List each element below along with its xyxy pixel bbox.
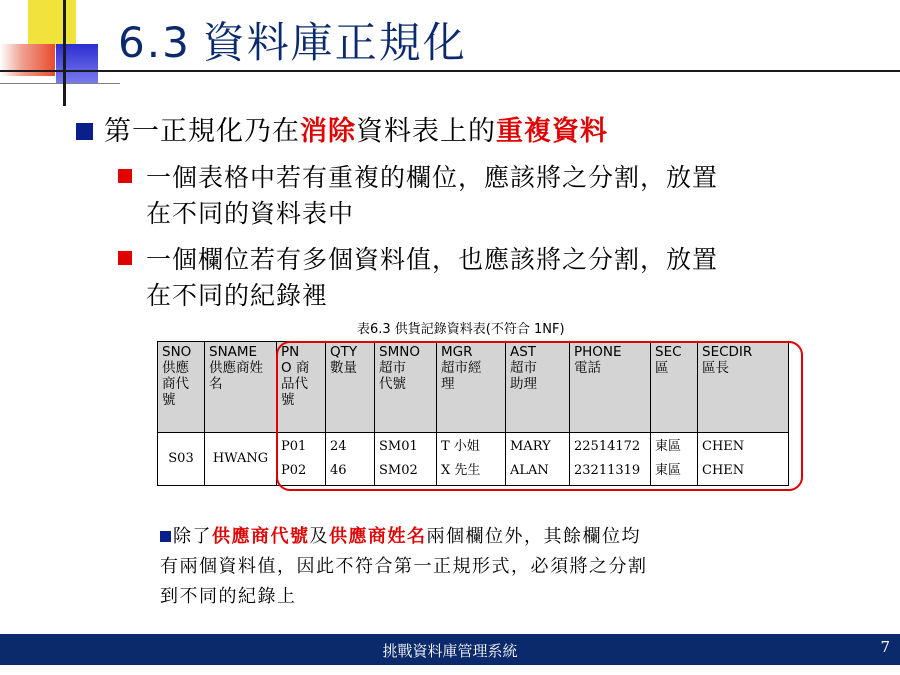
decor-vertical-line: [63, 0, 66, 106]
explanation-note: [160, 522, 800, 612]
cell-phone: 22514172 23211319: [570, 433, 651, 486]
sub-bullet-square-icon: [118, 169, 132, 183]
header-cell-qty: QTY 數量: [326, 342, 375, 433]
cell-sec: 東區 東區: [651, 433, 698, 486]
bullet-main-emphasis-2: 重複資料: [496, 116, 608, 147]
table-header-row: [158, 342, 789, 433]
page-number: 7: [880, 638, 890, 656]
table-caption: 表6.3 供貨記錄資料表(不符合 1NF): [357, 322, 565, 337]
header-cell-sno: SNO 供應 商代 號: [158, 342, 205, 433]
sub-bullet-2: [118, 242, 846, 314]
table-row: [158, 433, 789, 486]
cell-mgr: T 小姐 X 先生: [437, 433, 506, 486]
sub-bullet-1-line-1: 一個表格中若有重複的欄位，應該將之分割，放置: [146, 163, 719, 192]
note-square-icon: [160, 531, 171, 542]
bullet-main-emphasis-1: 消除: [300, 116, 356, 147]
bullet-main-text: 第一正規化乃在: [104, 116, 300, 147]
title-number: 6.3: [118, 18, 191, 67]
cell-sname: HWANG: [205, 433, 277, 486]
header-cell-phone: PHONE 電話: [570, 342, 651, 433]
cell-qty: 24 46: [326, 433, 375, 486]
header-cell-sec: SEC 區: [651, 342, 698, 433]
cell-sno: S03: [158, 433, 205, 486]
sub-bullet-2-line-1: 一個欄位若有多個資料值，也應該將之分割，放置: [146, 245, 719, 274]
header-cell-pno: PN O 商 品代 號: [277, 342, 326, 433]
note-emphasis-1: 供應商代號: [212, 526, 310, 547]
supply-record-table: [157, 341, 789, 486]
header-cell-sname: SNAME 供應商姓 名: [205, 342, 277, 433]
note-line-3: 到不同的紀錄上: [160, 586, 297, 607]
decor-horizontal-line: [0, 70, 900, 72]
header-cell-ast: AST 超市 助理: [506, 342, 570, 433]
footer-text: 挑戰資料庫管理系統: [382, 642, 518, 660]
decor-yellow-square: [28, 0, 76, 48]
header-cell-mgr: MGR 超市經 理: [437, 342, 506, 433]
sub-bullet-2-line-2: 在不同的紀錄裡: [146, 281, 329, 310]
bullet-list: [76, 114, 846, 314]
title-text: 資料庫正規化: [202, 18, 467, 67]
bullet-main: [76, 114, 846, 150]
header-cell-smno: SMNO 超市 代號: [375, 342, 437, 433]
cell-ast: MARY ALAN: [506, 433, 570, 486]
cell-secdir: CHEN CHEN: [698, 433, 789, 486]
slide-title: [118, 10, 467, 70]
decor-thin-line: [0, 83, 120, 84]
note-emphasis-2: 供應商姓名: [329, 526, 427, 547]
cell-smno: SM01 SM02: [375, 433, 437, 486]
bullet-square-icon: [76, 123, 93, 140]
footer-bar: [0, 634, 900, 665]
sub-bullet-1: [118, 160, 846, 232]
note-line-1: 除了供應商代號及供應商姓名兩個欄位外，其餘欄位均: [160, 522, 800, 552]
bullet-main-text-2: 資料表上的: [356, 116, 496, 147]
cell-pno: P01 P02: [277, 433, 326, 486]
sub-bullet-1-line-2: 在不同的資料表中: [146, 199, 355, 228]
note-line-2: 有兩個資料值，因此不符合第一正規形式，必須將之分割: [160, 556, 648, 577]
sub-bullet-square-icon: [118, 251, 132, 265]
header-cell-secdir: SECDIR 區長: [698, 342, 789, 433]
